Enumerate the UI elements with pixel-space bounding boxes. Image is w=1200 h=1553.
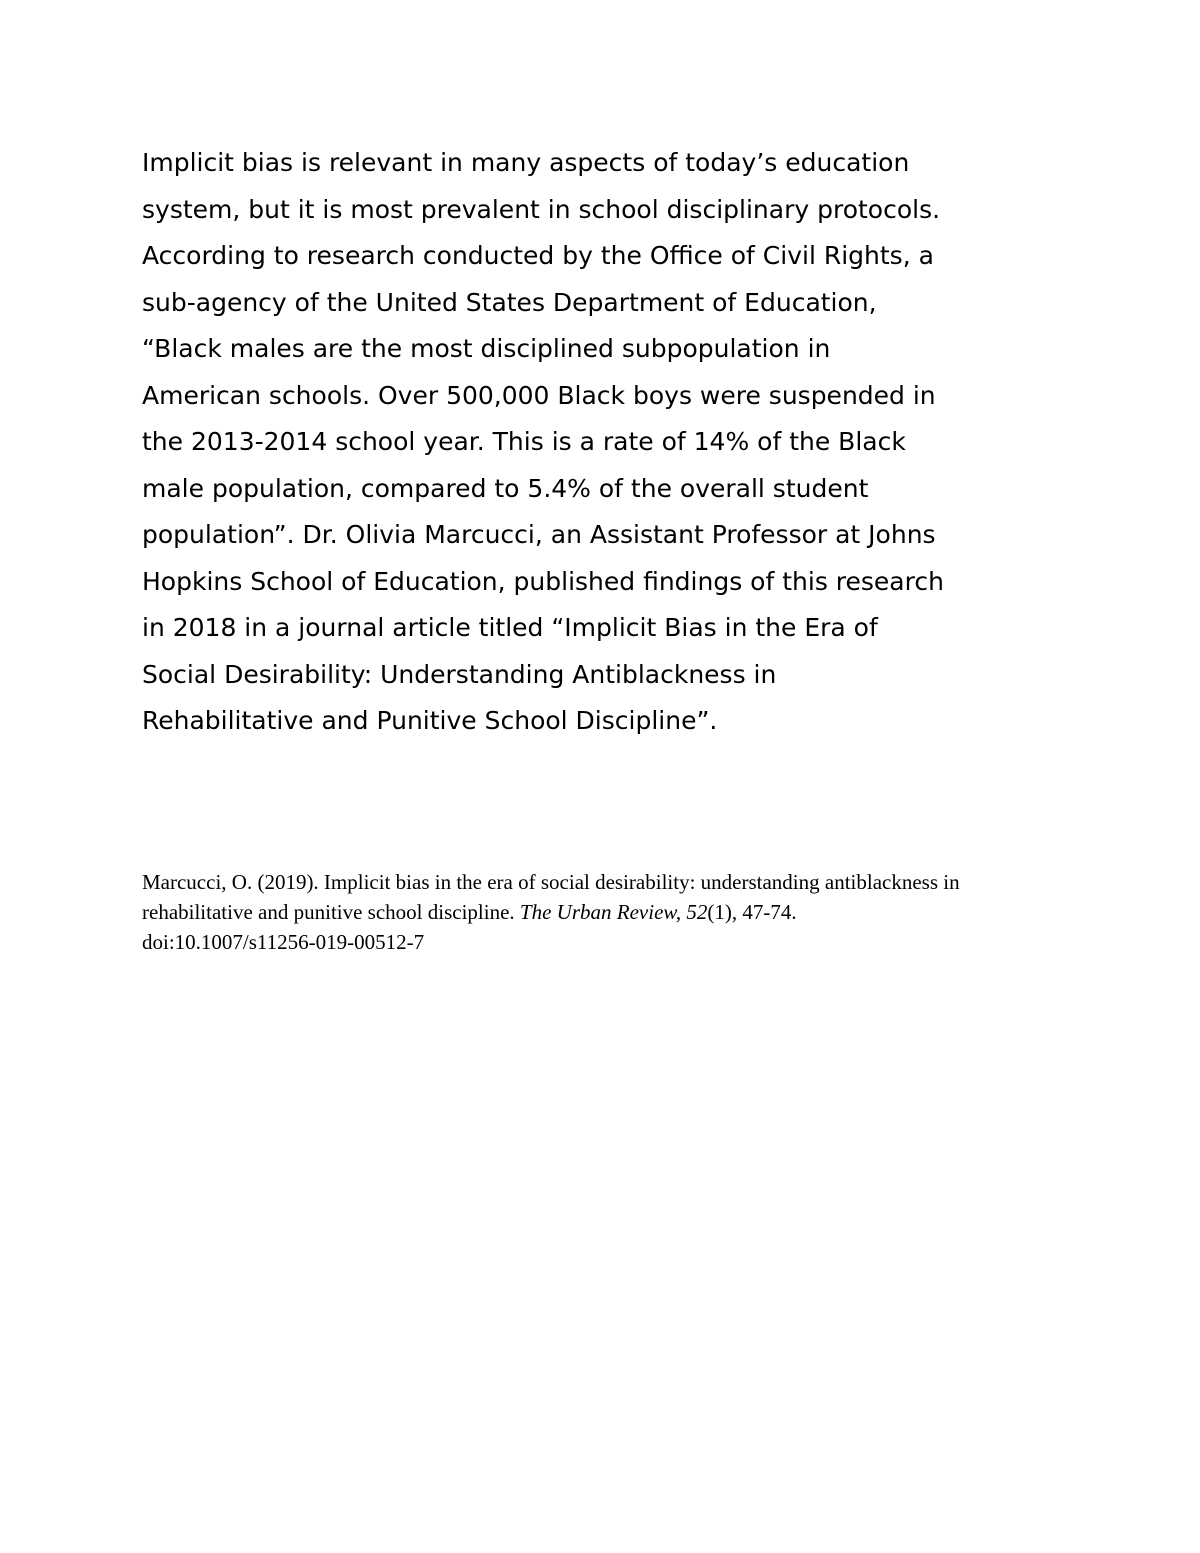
journal-name: The Urban Review, 52	[519, 900, 708, 924]
paragraph-line: population”. Dr. Olivia Marcucci, an Assistant Professor at Johns	[142, 520, 936, 549]
body-paragraph	[142, 140, 1082, 745]
paragraph-line: American schools. Over 500,000 Black boys were suspended in	[142, 380, 936, 410]
paragraph-line: Rehabilitative and Punitive School Discipline”.	[142, 706, 718, 735]
paragraph-line: “Black males are the most disciplined subpopulation in	[142, 334, 831, 363]
reference-line: Marcucci, O. (2019). Implicit bias in the era of social desirability: understanding antiblackness in	[142, 870, 960, 894]
paragraph-line: According to research conducted by the Office of Civil Rights, a	[142, 241, 934, 270]
paragraph-line: the 2013-2014 school year. This is a rate of 14% of the Black	[142, 427, 906, 456]
reference-title-text: rehabilitative and punitive school discipline.	[142, 900, 520, 924]
paragraph-line: Implicit bias is relevant in many aspects of today’s education	[142, 148, 910, 177]
reference-line	[142, 897, 1082, 927]
issue-pages: (1), 47-74.	[707, 900, 797, 924]
paragraph-line: system, but it is most prevalent in school disciplinary protocols.	[142, 194, 941, 224]
paragraph-line: male population, compared to 5.4% of the overall student	[142, 473, 869, 503]
doi-text: doi:10.1007/s11256-019-00512-7	[142, 930, 425, 954]
paragraph-line: Social Desirability: Understanding Antiblackness in	[142, 659, 777, 689]
paragraph-line: Hopkins School of Education, published findings of this research	[142, 566, 944, 596]
reference-citation	[142, 867, 1082, 957]
paragraph-line: in 2018 in a journal article titled “Implicit Bias in the Era of	[142, 613, 878, 642]
paragraph-line: sub-agency of the United States Department of Education,	[142, 287, 877, 317]
